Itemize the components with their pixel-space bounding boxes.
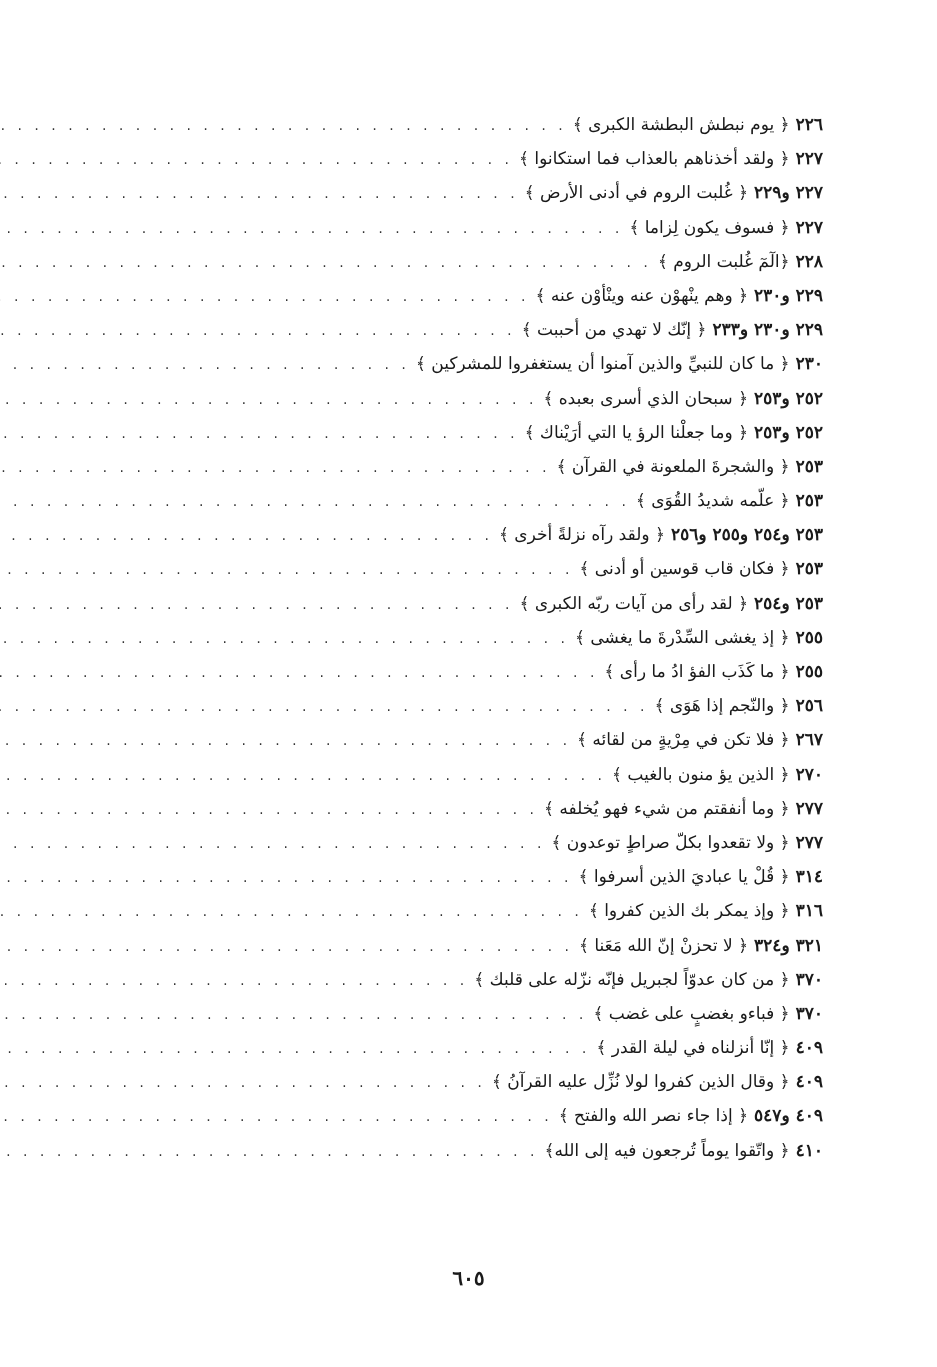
- entry-verse-text: ﴿ لا تحزنْ إنّ الله مَعَنا ﴾: [578, 935, 749, 956]
- index-entry: [128, 929, 823, 963]
- entry-page-numbers: ٢٣٠: [795, 354, 823, 375]
- entry-verse-text: ﴿ قُلْ يا عباديَ الذين أسرفوا ﴾: [578, 867, 790, 888]
- index-entry: [128, 108, 823, 142]
- dot-leader: [0, 451, 557, 485]
- entry-page-numbers: ٢٥٣: [795, 559, 823, 580]
- index-entry: [128, 758, 823, 792]
- index-entry: [128, 621, 823, 655]
- entry-page-numbers: ٢٢٧ و٢٢٩: [754, 183, 823, 204]
- index-entry: [128, 792, 823, 826]
- entry-verse-text: ﴿ إذ يغشى السِّدْرةَ ما يغشى ﴾: [575, 627, 790, 648]
- entry-page-numbers: ٤١٠: [795, 1140, 823, 1161]
- entry-verse-text: ﴿ إذا جاء نصر الله والفتح ﴾: [558, 1106, 749, 1127]
- dot-leader: [0, 1066, 492, 1100]
- entry-page-numbers: ٤٠٩: [795, 1038, 823, 1059]
- index-entry: [128, 279, 823, 313]
- entry-verse-text: ﴿ ما كان للنبيِّ والذين آمنوا أن يستغفروا للمشركين ﴾: [415, 354, 790, 375]
- entry-verse-text: ﴿ ما كَذَب الفؤ ادُ ما رأى ﴾: [604, 662, 790, 682]
- dot-leader: [0, 1100, 559, 1134]
- dot-leader: [0, 827, 551, 861]
- index-entry: [128, 1065, 823, 1099]
- dot-leader: [0, 690, 654, 724]
- index-entry: [128, 1099, 823, 1133]
- index-entry: [128, 587, 823, 621]
- dot-leader: [0, 622, 575, 656]
- entry-page-numbers: ٢٥٥: [795, 627, 823, 648]
- dot-leader: [0, 143, 519, 177]
- entry-page-numbers: ٣٧٠: [795, 969, 823, 990]
- entry-page-numbers: ٢٧٧: [795, 832, 823, 853]
- entry-verse-text: ﴿ سبحان الذي أسرى بعبده ﴾: [543, 388, 749, 409]
- dot-leader: [0, 519, 499, 553]
- entry-verse-text: ﴿ وما جعلْنا الرؤ يا التي أرَيْناك ﴾: [524, 422, 749, 443]
- index-entry: [128, 347, 823, 381]
- index-entry: [128, 963, 823, 997]
- dot-leader: [0, 861, 579, 895]
- entry-verse-text: ﴿ غُلبت الروم في أدنى الأرض ﴾: [524, 183, 749, 204]
- entry-verse-text: ﴿ فكان قاب قوسين أو أدنى ﴾: [579, 559, 790, 580]
- entry-verse-text: ﴿ الذين يؤ منون بالغيب ﴾: [612, 764, 790, 785]
- index-entry: [128, 313, 823, 347]
- index-entry: [128, 176, 823, 210]
- index-entry: [128, 1134, 823, 1168]
- entry-verse-text: ﴿ وإذ يمكر بك الذين كفروا ﴾: [588, 901, 790, 922]
- entry-verse-text: ﴿ ولا تقعدوا بكلّ صراطٍ توعدون ﴾: [551, 832, 790, 853]
- entry-page-numbers: ٢٥٣ و٢٥٤: [754, 593, 823, 614]
- dot-leader: [0, 314, 522, 348]
- dot-leader: [0, 793, 544, 827]
- entry-page-numbers: ٢٥٢ و٢٥٣: [754, 388, 823, 409]
- index-entry: [128, 1031, 823, 1065]
- index-entry: [128, 142, 823, 176]
- entry-page-numbers: ٣١٤: [795, 867, 823, 888]
- dot-leader: [0, 348, 416, 382]
- index-entry: [128, 484, 823, 518]
- dot-leader: [0, 724, 577, 758]
- entry-page-numbers: ٢٢٩ و٢٣٠ و٢٣٣: [712, 320, 823, 341]
- index-entry: [128, 689, 823, 723]
- dot-leader: [0, 1032, 596, 1066]
- entry-verse-text: ﴿ والشجرةَ الملعونة في القرآن ﴾: [556, 456, 790, 477]
- index-entry: [128, 211, 823, 245]
- dot-leader: [0, 212, 629, 246]
- entry-page-numbers: ٣٢١ و٣٢٤: [754, 935, 823, 956]
- entry-page-numbers: ٤٠٩ و٥٤٧: [754, 1106, 823, 1127]
- dot-leader: [0, 417, 525, 451]
- dot-leader: [0, 280, 536, 314]
- entry-verse-text: ﴿ وقال الذين كفروا لولا نُزِّل عليه القرآنُ ﴾: [491, 1072, 790, 1093]
- dot-leader: [0, 246, 658, 280]
- entry-verse-text: ﴿ يوم نبطش البطشة الكبرى ﴾: [572, 115, 790, 135]
- page-number: ٦٠٥: [452, 1266, 485, 1290]
- dot-leader: [0, 553, 579, 587]
- entry-page-numbers: ٣٧٠: [795, 1003, 823, 1024]
- entry-verse-text: ﴿ وما أنفقتم من شيء فهو يُخلفه ﴾: [544, 798, 790, 819]
- entry-page-numbers: ٢٥٣: [795, 456, 823, 477]
- entry-page-numbers: ٢٢٧: [795, 149, 823, 170]
- dot-leader: [0, 1135, 545, 1169]
- entry-page-numbers: ٣١٦: [795, 901, 823, 922]
- dot-leader: [0, 759, 612, 793]
- entry-page-numbers: ٢٥٦: [795, 696, 823, 717]
- entry-verse-text: ﴿ فسوف يكون لِزاما ﴾: [629, 217, 790, 238]
- entry-verse-text: ﴿الٓمٓ غُلبت الروم ﴾: [657, 251, 790, 272]
- dot-leader: [0, 485, 636, 519]
- entry-verse-text: ﴿ علّمه شديدُ القُوَى ﴾: [635, 491, 790, 512]
- dot-leader: [0, 895, 589, 929]
- entry-page-numbers: ٢٦٧: [795, 730, 823, 751]
- dot-leader: [0, 177, 525, 211]
- index-entry: [128, 450, 823, 484]
- entry-page-numbers: ٤٠٩: [795, 1072, 823, 1093]
- entry-verse-text: ﴿ واتّقوا يوماً تُرجعون فيه إلى الله﴾: [544, 1140, 790, 1161]
- entry-verse-text: ﴿ وهم ينْهوْن عنه وينْأوْن عنه ﴾: [535, 285, 749, 306]
- index-entry: [128, 518, 823, 552]
- entry-verse-text: ﴿ فباءو بغضبٍ على غضب ﴾: [593, 1003, 790, 1024]
- entry-page-numbers: ٢٥٥: [795, 662, 823, 682]
- entry-verse-text: ﴿ إنّا أنزلناه في ليلة القدر ﴾: [596, 1038, 790, 1059]
- entry-verse-text: ﴿ لقد رأى من آيات ربّه الكبرى ﴾: [519, 593, 749, 614]
- index-entry: [128, 382, 823, 416]
- index-entry: [128, 245, 823, 279]
- entry-page-numbers: ٢٥٢ و٢٥٣: [754, 422, 823, 443]
- entry-verse-text: ﴿ من كان عدوّاً لجبريل فإنّه نزّله على قلبك ﴾: [474, 969, 790, 990]
- entry-page-numbers: ٢٥٣: [795, 491, 823, 512]
- dot-leader: [0, 383, 543, 417]
- entry-page-numbers: ٢٧٧: [795, 798, 823, 819]
- entry-page-numbers: ٢٢٦: [795, 115, 823, 135]
- dot-leader: [0, 998, 593, 1032]
- entry-verse-text: ﴿ ولقد رآه نزلةً أخرى ﴾: [498, 525, 665, 546]
- dot-leader: [0, 930, 579, 964]
- entry-verse-text: ﴿ والنّجم إذا هَوَى ﴾: [654, 696, 790, 717]
- entry-page-numbers: ٢٢٩ و٢٣٠: [754, 285, 823, 306]
- index-entry: [128, 416, 823, 450]
- index-entry: [128, 552, 823, 586]
- entry-page-numbers: ٢٢٧: [795, 217, 823, 238]
- entry-verse-text: ﴿ ولقد أخذناهم بالعذاب فما استكانوا ﴾: [519, 149, 790, 170]
- dot-leader: [0, 964, 474, 998]
- verse-index-list: [128, 108, 823, 1168]
- index-entry: [128, 997, 823, 1031]
- entry-page-numbers: ٢٥٣ و٢٥٤ و٢٥٥ و٢٥٦: [670, 525, 823, 546]
- index-entry: [128, 826, 823, 860]
- entry-verse-text: ﴿ فلا تكن في مِرْيةٍ من لقائه ﴾: [577, 730, 790, 751]
- index-entry: [128, 723, 823, 757]
- entry-verse-text: ﴿ إنّك لا تهدي من أحببت ﴾: [521, 320, 707, 341]
- dot-leader: [0, 656, 604, 690]
- entry-page-numbers: ٢٧٠: [795, 764, 823, 785]
- dot-leader: [0, 109, 573, 143]
- index-entry: [128, 655, 823, 689]
- index-entry: [128, 894, 823, 928]
- index-entry: [128, 860, 823, 894]
- dot-leader: [0, 588, 520, 622]
- entry-page-numbers: ٢٢٨: [795, 251, 823, 272]
